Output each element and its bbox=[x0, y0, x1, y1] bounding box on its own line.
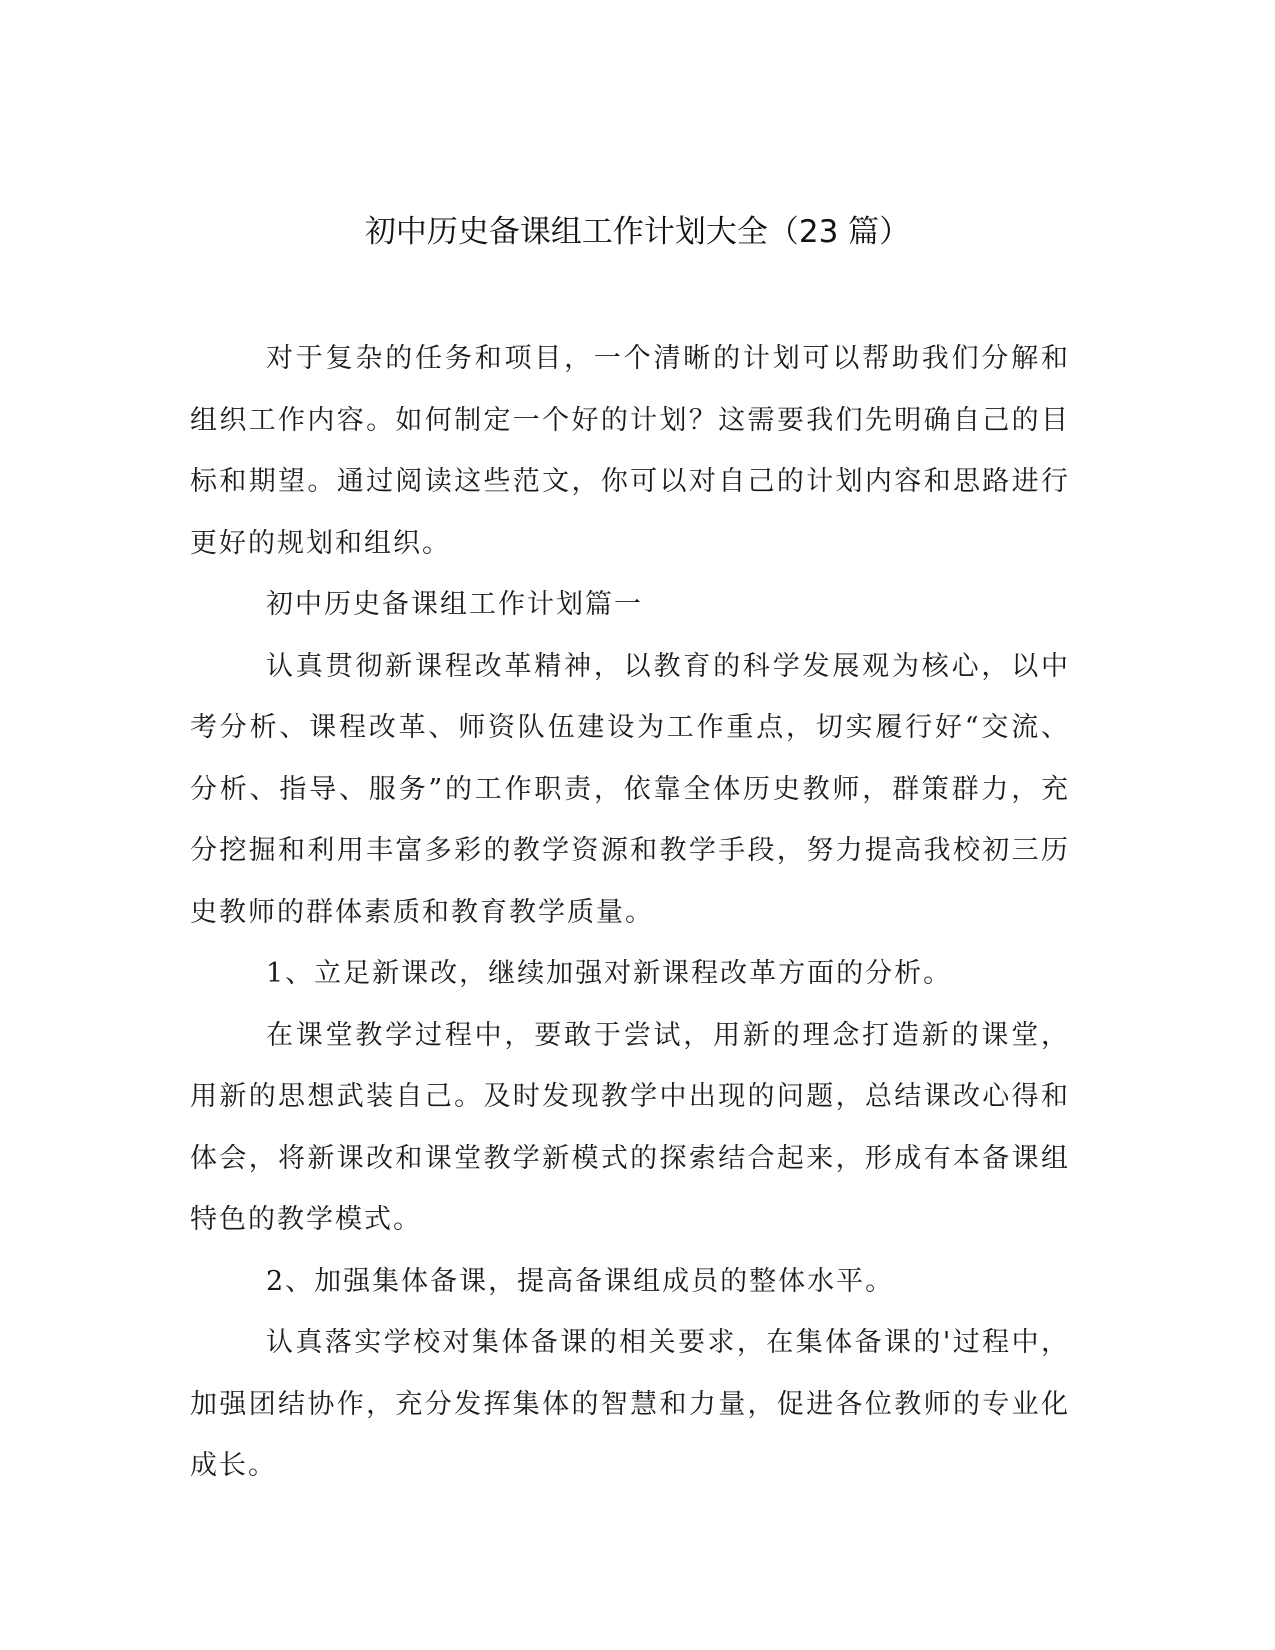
list-item-heading: 1、立足新课改，继续加强对新课程改革方面的分析。 bbox=[266, 958, 953, 989]
body-paragraph: 认真落实学校对集体备课的相关要求，在集体备课的'过程中，加强团结协作，充分发挥集体的智慧和力量，促进各位教师的专业化成长。 bbox=[190, 1327, 1070, 1481]
body-paragraph: 认真贯彻新课程改革精神，以教育的科学发展观为核心，以中考分析、课程改革、师资队伍建设为工作重点，切实履行好“交流、分析、指导、服务”的工作职责，依靠全体历史教师，群策群力，充分挖掘和利用丰富多彩的教学资源和教学手段，努力提高我校初三历史教师的群体素质和教育教学质量。 bbox=[190, 650, 1070, 928]
document-title: 初中历史备课组工作计划大全（23 篇） bbox=[364, 214, 911, 250]
document-body bbox=[190, 328, 1070, 1497]
intro-paragraph: 对于复杂的任务和项目，一个清晰的计划可以帮助我们分解和组织工作内容。如何制定一个好的计划？这需要我们先明确自己的目标和期望。通过阅读这些范文，你可以对自己的计划内容和思路进行更好的规划和组织。 bbox=[190, 343, 1070, 559]
section-heading: 初中历史备课组工作计划篇一 bbox=[266, 589, 643, 620]
body-paragraph: 在课堂教学过程中，要敢于尝试，用新的理念打造新的课堂，用新的思想武装自己。及时发现教学中出现的问题，总结课改心得和体会，将新课改和课堂教学新模式的探索结合起来，形成有本备课组特色的教学模式。 bbox=[190, 1019, 1070, 1235]
list-item-heading: 2、加强集体备课，提高备课组成员的整体水平。 bbox=[266, 1265, 895, 1297]
